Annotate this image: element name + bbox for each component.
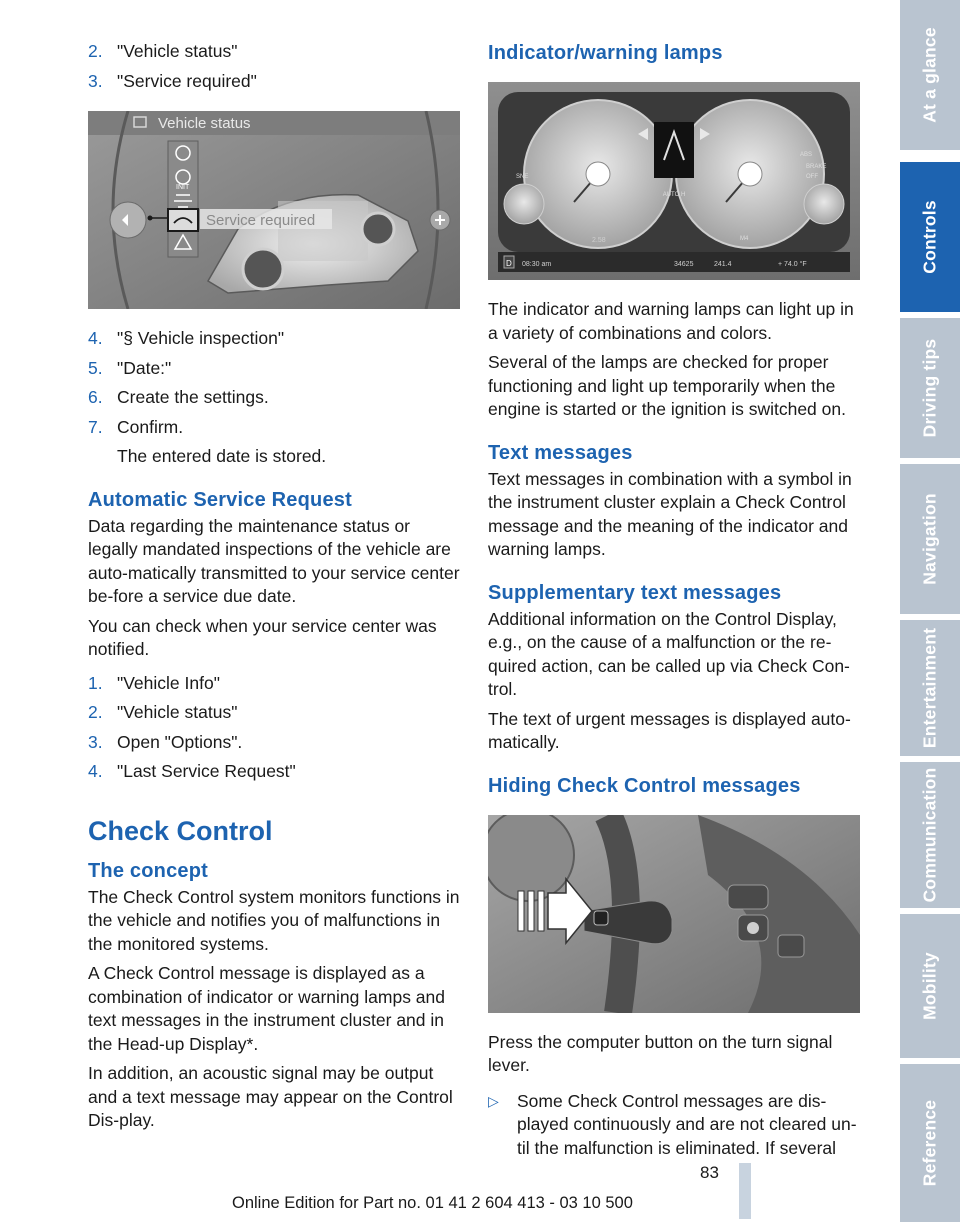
- tab-label: Communication: [919, 767, 940, 903]
- chapter-sidebar: [900, 0, 960, 1222]
- concept-heading: The concept: [88, 859, 208, 882]
- tab-communication[interactable]: [900, 762, 960, 908]
- list-subtext: The entered date is stored.: [117, 446, 327, 466]
- list-item: [88, 357, 462, 381]
- hiding-heading: Hiding Check Control messages: [488, 774, 801, 797]
- tab-controls[interactable]: [900, 162, 960, 312]
- check-control-title: Check Control: [88, 815, 273, 846]
- svg-text:241.4: 241.4: [714, 261, 732, 268]
- supplementary-para-2: The text of urgent messages is displayed auto-matically.: [488, 708, 851, 752]
- auto-service-para-2: You can check when your service center was notified.: [88, 615, 437, 659]
- svg-text:34625: 34625: [674, 261, 694, 268]
- list-item: [88, 760, 462, 784]
- tab-at-a-glance[interactable]: [900, 0, 960, 150]
- list-item: [88, 327, 462, 351]
- list-number: 2.: [88, 41, 103, 61]
- svg-text:+ 74.0 °F: + 74.0 °F: [778, 261, 807, 268]
- svg-text:08:30 am: 08:30 am: [522, 261, 552, 268]
- svg-text:ABS: ABS: [800, 152, 813, 158]
- numbered-list-a: [88, 40, 462, 93]
- page-number-bar: [739, 1163, 751, 1219]
- list-number: 2.: [88, 702, 103, 722]
- list-text: "Vehicle status": [117, 41, 238, 61]
- list-item: [488, 1090, 862, 1161]
- list-text: "Vehicle Info": [117, 672, 220, 693]
- vehicle-status-header: Vehicle status: [158, 115, 251, 132]
- service-required-label: Service required: [206, 212, 316, 229]
- svg-text:BRAKE: BRAKE: [806, 164, 827, 170]
- list-text: "§ Vehicle inspection": [117, 328, 285, 348]
- bullet-list: [488, 1090, 862, 1161]
- list-number: 3.: [88, 70, 103, 91]
- concept-para-1: The Check Control system monitors functions in the vehicle and notifies you of malfunctions in the monitored systems.: [88, 886, 460, 954]
- fuel-gauge: [504, 184, 544, 224]
- svg-text:M4: M4: [740, 236, 749, 242]
- list-number: 4.: [88, 761, 103, 781]
- list-item: [88, 731, 462, 755]
- computer-button: [594, 911, 608, 925]
- supplementary-para-1: Additional information on the Control Display, e.g., on the cause of a malfunction or the re-quired action, can be called up via Check Con-trol.: [488, 608, 850, 699]
- list-number: 6.: [88, 387, 103, 407]
- tab-navigation[interactable]: [900, 464, 960, 614]
- list-number: 1.: [88, 672, 103, 693]
- concept-para-2: A Check Control message is displayed as a combination of indicator or warning lamps and text messages in the instrument cluster and in the Head-up Display*.: [88, 963, 445, 1054]
- svg-text:OFF: OFF: [806, 174, 818, 180]
- right-column: [488, 40, 862, 1166]
- tab-label: Navigation: [919, 493, 940, 585]
- tab-entertainment[interactable]: [900, 620, 960, 756]
- tab-label: At a glance: [919, 27, 940, 123]
- list-number: 3.: [88, 731, 103, 752]
- auto-service-para-1: Data regarding the maintenance status or legally mandated inspections of the vehicle are auto-matically transmitted to your service center be-fore a service due date.: [88, 515, 460, 606]
- hiding-para: Press the computer button on the turn signal lever.: [488, 1031, 833, 1075]
- tab-driving-tips[interactable]: [900, 318, 960, 458]
- turn-signal-lever-figure: [488, 815, 860, 1013]
- supplementary-heading: Supplementary text messages: [488, 581, 782, 604]
- temp-gauge: [804, 184, 844, 224]
- list-item: [88, 40, 462, 64]
- svg-text:2.58: 2.58: [592, 237, 606, 244]
- tab-label: Driving tips: [919, 338, 940, 438]
- tab-label: Entertainment: [919, 627, 940, 749]
- list-text: "Vehicle status": [117, 702, 238, 722]
- numbered-list-b: [88, 327, 462, 469]
- footer-text: Online Edition for Part no. 01 41 2 604 413 - 03 10 500: [232, 1194, 633, 1212]
- list-item: [88, 701, 462, 725]
- indicator-para-1: The indicator and warning lamps can light up in a variety of combinations and colors.: [488, 299, 854, 343]
- list-item: [88, 672, 462, 696]
- svg-text:SNE: SNE: [516, 174, 529, 180]
- tab-label: Mobility: [919, 952, 940, 1020]
- tab-mobility[interactable]: [900, 914, 960, 1058]
- svg-text:AUTO H: AUTO H: [662, 192, 686, 198]
- left-column: [88, 40, 462, 1139]
- numbered-list-c: [88, 672, 462, 784]
- vehicle-status-screen-figure: [88, 111, 460, 309]
- tab-label: Reference: [919, 1099, 940, 1187]
- list-text: "Service required": [117, 70, 257, 91]
- svg-text:INIT: INIT: [176, 184, 190, 191]
- bullet-icon: ▷: [488, 1092, 499, 1109]
- list-number: 5.: [88, 357, 103, 378]
- text-messages-heading: Text messages: [488, 441, 633, 464]
- list-text: Some Check Control messages are dis-played continuously and are not cleared un-til the malfunction is eliminated. If several: [517, 1090, 857, 1158]
- list-item: [88, 416, 462, 469]
- svg-text:D: D: [506, 259, 512, 268]
- list-number: 4.: [88, 328, 103, 348]
- instrument-cluster-figure: [488, 82, 860, 280]
- list-text: Open "Options".: [117, 731, 243, 752]
- tab-label: Controls: [919, 200, 940, 274]
- list-text: "Date:": [117, 357, 172, 378]
- list-number: 7.: [88, 416, 103, 437]
- list-text: "Last Service Request": [117, 761, 296, 781]
- list-text: Confirm.: [117, 416, 184, 437]
- concept-para-3: In addition, an acoustic signal may be output and a text message may appear on the Control Dis-play.: [88, 1063, 453, 1130]
- page-number: 83: [700, 1163, 719, 1182]
- list-text: Create the settings.: [117, 387, 269, 407]
- auto-service-heading: Automatic Service Request: [88, 488, 352, 511]
- list-item: [88, 386, 462, 410]
- indicator-heading: Indicator/warning lamps: [488, 42, 723, 64]
- list-item: [88, 70, 462, 94]
- tab-reference[interactable]: [900, 1064, 960, 1222]
- text-messages-para: Text messages in combination with a symbol in the instrument cluster explain a Check Control message and the meaning of the indicator and warning lamps.: [488, 468, 852, 559]
- indicator-para-2: Several of the lamps are checked for proper functioning and light up temporarily when the engine is started or the ignition is switched on.: [488, 352, 846, 419]
